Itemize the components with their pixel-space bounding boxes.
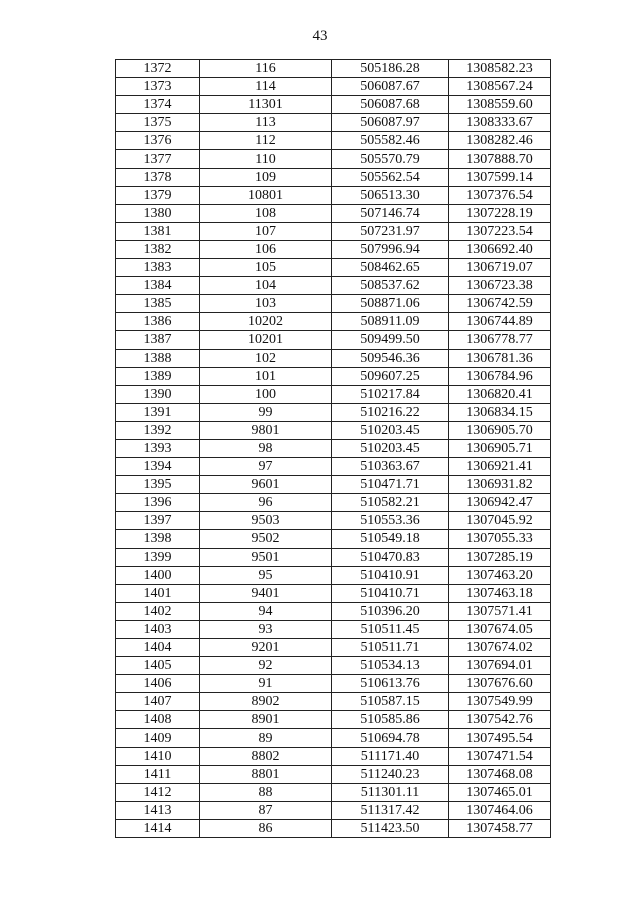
y-coordinate-cell: 1306692.40: [449, 240, 551, 258]
y-coordinate-cell: 1306744.89: [449, 313, 551, 331]
table-row: [116, 240, 551, 258]
y-coordinate-cell: 1306820.41: [449, 385, 551, 403]
x-coordinate-cell: 510470.83: [332, 548, 449, 566]
point-number-cell: 8902: [200, 693, 332, 711]
table-row: [116, 259, 551, 277]
x-coordinate-cell: 511317.42: [332, 801, 449, 819]
table-row: [116, 819, 551, 837]
row-index-cell: 1389: [116, 367, 200, 385]
point-number-cell: 88: [200, 783, 332, 801]
x-coordinate-cell: 510582.21: [332, 494, 449, 512]
table-row: [116, 566, 551, 584]
row-index-cell: 1400: [116, 566, 200, 584]
y-coordinate-cell: 1306921.41: [449, 458, 551, 476]
y-coordinate-cell: 1308582.23: [449, 60, 551, 78]
y-coordinate-cell: 1306719.07: [449, 259, 551, 277]
row-index-cell: 1384: [116, 277, 200, 295]
y-coordinate-cell: 1307674.02: [449, 639, 551, 657]
point-number-cell: 99: [200, 403, 332, 421]
point-number-cell: 97: [200, 458, 332, 476]
point-number-cell: 89: [200, 729, 332, 747]
x-coordinate-cell: 510511.71: [332, 639, 449, 657]
table-row: [116, 693, 551, 711]
table-row: [116, 403, 551, 421]
x-coordinate-cell: 506513.30: [332, 186, 449, 204]
table-row: [116, 602, 551, 620]
row-index-cell: 1414: [116, 819, 200, 837]
row-index-cell: 1411: [116, 765, 200, 783]
x-coordinate-cell: 510553.36: [332, 512, 449, 530]
x-coordinate-cell: 509499.50: [332, 331, 449, 349]
point-number-cell: 106: [200, 240, 332, 258]
y-coordinate-cell: 1307495.54: [449, 729, 551, 747]
table-row: [116, 349, 551, 367]
point-number-cell: 9501: [200, 548, 332, 566]
x-coordinate-cell: 510203.45: [332, 421, 449, 439]
row-index-cell: 1396: [116, 494, 200, 512]
y-coordinate-cell: 1307463.20: [449, 566, 551, 584]
y-coordinate-cell: 1307542.76: [449, 711, 551, 729]
point-number-cell: 94: [200, 602, 332, 620]
y-coordinate-cell: 1307674.05: [449, 620, 551, 638]
row-index-cell: 1395: [116, 476, 200, 494]
table-row: [116, 150, 551, 168]
row-index-cell: 1382: [116, 240, 200, 258]
y-coordinate-cell: 1307676.60: [449, 675, 551, 693]
x-coordinate-cell: 510203.45: [332, 439, 449, 457]
y-coordinate-cell: 1306778.77: [449, 331, 551, 349]
row-index-cell: 1380: [116, 204, 200, 222]
row-index-cell: 1405: [116, 657, 200, 675]
x-coordinate-cell: 510217.84: [332, 385, 449, 403]
x-coordinate-cell: 510216.22: [332, 403, 449, 421]
point-number-cell: 10202: [200, 313, 332, 331]
point-number-cell: 116: [200, 60, 332, 78]
point-number-cell: 104: [200, 277, 332, 295]
table-row: [116, 60, 551, 78]
row-index-cell: 1403: [116, 620, 200, 638]
point-number-cell: 102: [200, 349, 332, 367]
y-coordinate-cell: 1308282.46: [449, 132, 551, 150]
x-coordinate-cell: 508537.62: [332, 277, 449, 295]
x-coordinate-cell: 507146.74: [332, 204, 449, 222]
table-body: [116, 60, 551, 838]
row-index-cell: 1398: [116, 530, 200, 548]
row-index-cell: 1412: [116, 783, 200, 801]
row-index-cell: 1409: [116, 729, 200, 747]
y-coordinate-cell: 1307228.19: [449, 204, 551, 222]
x-coordinate-cell: 510534.13: [332, 657, 449, 675]
table-row: [116, 222, 551, 240]
point-number-cell: 113: [200, 114, 332, 132]
x-coordinate-cell: 506087.97: [332, 114, 449, 132]
row-index-cell: 1406: [116, 675, 200, 693]
y-coordinate-cell: 1307549.99: [449, 693, 551, 711]
table-row: [116, 277, 551, 295]
point-number-cell: 112: [200, 132, 332, 150]
table-row: [116, 783, 551, 801]
x-coordinate-cell: 509607.25: [332, 367, 449, 385]
table-row: [116, 458, 551, 476]
x-coordinate-cell: 505186.28: [332, 60, 449, 78]
row-index-cell: 1383: [116, 259, 200, 277]
x-coordinate-cell: 510585.86: [332, 711, 449, 729]
table-row: [116, 421, 551, 439]
x-coordinate-cell: 508911.09: [332, 313, 449, 331]
row-index-cell: 1402: [116, 602, 200, 620]
row-index-cell: 1399: [116, 548, 200, 566]
table-row: [116, 729, 551, 747]
row-index-cell: 1387: [116, 331, 200, 349]
table-row: [116, 132, 551, 150]
y-coordinate-cell: 1306784.96: [449, 367, 551, 385]
x-coordinate-cell: 506087.68: [332, 96, 449, 114]
x-coordinate-cell: 510587.15: [332, 693, 449, 711]
point-number-cell: 114: [200, 78, 332, 96]
y-coordinate-cell: 1308567.24: [449, 78, 551, 96]
x-coordinate-cell: 510396.20: [332, 602, 449, 620]
y-coordinate-cell: 1306781.36: [449, 349, 551, 367]
point-number-cell: 103: [200, 295, 332, 313]
table-row: [116, 657, 551, 675]
point-number-cell: 9503: [200, 512, 332, 530]
x-coordinate-cell: 510694.78: [332, 729, 449, 747]
point-number-cell: 86: [200, 819, 332, 837]
point-number-cell: 10801: [200, 186, 332, 204]
point-number-cell: 11301: [200, 96, 332, 114]
y-coordinate-cell: 1306931.82: [449, 476, 551, 494]
point-number-cell: 10201: [200, 331, 332, 349]
row-index-cell: 1373: [116, 78, 200, 96]
table-row: [116, 675, 551, 693]
point-number-cell: 9201: [200, 639, 332, 657]
row-index-cell: 1374: [116, 96, 200, 114]
x-coordinate-cell: 510410.91: [332, 566, 449, 584]
y-coordinate-cell: 1306942.47: [449, 494, 551, 512]
y-coordinate-cell: 1307055.33: [449, 530, 551, 548]
table-row: [116, 331, 551, 349]
table-row: [116, 530, 551, 548]
y-coordinate-cell: 1307599.14: [449, 168, 551, 186]
y-coordinate-cell: 1307223.54: [449, 222, 551, 240]
point-number-cell: 92: [200, 657, 332, 675]
table-row: [116, 114, 551, 132]
point-number-cell: 105: [200, 259, 332, 277]
point-number-cell: 108: [200, 204, 332, 222]
point-number-cell: 9401: [200, 584, 332, 602]
y-coordinate-cell: 1308333.67: [449, 114, 551, 132]
y-coordinate-cell: 1306834.15: [449, 403, 551, 421]
table-row: [116, 747, 551, 765]
x-coordinate-cell: 510363.67: [332, 458, 449, 476]
point-number-cell: 109: [200, 168, 332, 186]
table-row: [116, 801, 551, 819]
table-row: [116, 476, 551, 494]
point-number-cell: 9502: [200, 530, 332, 548]
y-coordinate-cell: 1306723.38: [449, 277, 551, 295]
x-coordinate-cell: 507231.97: [332, 222, 449, 240]
table-row: [116, 367, 551, 385]
table-row: [116, 439, 551, 457]
x-coordinate-cell: 510410.71: [332, 584, 449, 602]
point-number-cell: 87: [200, 801, 332, 819]
coordinates-table: [115, 59, 551, 838]
row-index-cell: 1390: [116, 385, 200, 403]
row-index-cell: 1393: [116, 439, 200, 457]
row-index-cell: 1376: [116, 132, 200, 150]
table-row: [116, 204, 551, 222]
y-coordinate-cell: 1307465.01: [449, 783, 551, 801]
y-coordinate-cell: 1307471.54: [449, 747, 551, 765]
y-coordinate-cell: 1306742.59: [449, 295, 551, 313]
y-coordinate-cell: 1308559.60: [449, 96, 551, 114]
y-coordinate-cell: 1307571.41: [449, 602, 551, 620]
y-coordinate-cell: 1306905.71: [449, 439, 551, 457]
row-index-cell: 1375: [116, 114, 200, 132]
row-index-cell: 1408: [116, 711, 200, 729]
y-coordinate-cell: 1307376.54: [449, 186, 551, 204]
x-coordinate-cell: 509546.36: [332, 349, 449, 367]
y-coordinate-cell: 1307458.77: [449, 819, 551, 837]
x-coordinate-cell: 510471.71: [332, 476, 449, 494]
point-number-cell: 8901: [200, 711, 332, 729]
x-coordinate-cell: 511240.23: [332, 765, 449, 783]
y-coordinate-cell: 1307888.70: [449, 150, 551, 168]
row-index-cell: 1394: [116, 458, 200, 476]
table-row: [116, 186, 551, 204]
table-row: [116, 295, 551, 313]
row-index-cell: 1391: [116, 403, 200, 421]
x-coordinate-cell: 510613.76: [332, 675, 449, 693]
y-coordinate-cell: 1307463.18: [449, 584, 551, 602]
y-coordinate-cell: 1306905.70: [449, 421, 551, 439]
row-index-cell: 1386: [116, 313, 200, 331]
row-index-cell: 1410: [116, 747, 200, 765]
x-coordinate-cell: 507996.94: [332, 240, 449, 258]
x-coordinate-cell: 511301.11: [332, 783, 449, 801]
x-coordinate-cell: 510549.18: [332, 530, 449, 548]
table-row: [116, 313, 551, 331]
row-index-cell: 1392: [116, 421, 200, 439]
row-index-cell: 1377: [116, 150, 200, 168]
point-number-cell: 98: [200, 439, 332, 457]
table-row: [116, 494, 551, 512]
y-coordinate-cell: 1307285.19: [449, 548, 551, 566]
point-number-cell: 107: [200, 222, 332, 240]
point-number-cell: 100: [200, 385, 332, 403]
row-index-cell: 1385: [116, 295, 200, 313]
y-coordinate-cell: 1307694.01: [449, 657, 551, 675]
page-number: 43: [312, 28, 328, 44]
x-coordinate-cell: 511171.40: [332, 747, 449, 765]
y-coordinate-cell: 1307045.92: [449, 512, 551, 530]
point-number-cell: 91: [200, 675, 332, 693]
row-index-cell: 1397: [116, 512, 200, 530]
row-index-cell: 1381: [116, 222, 200, 240]
y-coordinate-cell: 1307468.08: [449, 765, 551, 783]
row-index-cell: 1413: [116, 801, 200, 819]
table-row: [116, 385, 551, 403]
y-coordinate-cell: 1307464.06: [449, 801, 551, 819]
row-index-cell: 1388: [116, 349, 200, 367]
point-number-cell: 8801: [200, 765, 332, 783]
x-coordinate-cell: 505582.46: [332, 132, 449, 150]
table-row: [116, 584, 551, 602]
table-row: [116, 168, 551, 186]
x-coordinate-cell: 511423.50: [332, 819, 449, 837]
point-number-cell: 93: [200, 620, 332, 638]
x-coordinate-cell: 510511.45: [332, 620, 449, 638]
table-row: [116, 78, 551, 96]
row-index-cell: 1404: [116, 639, 200, 657]
table-row: [116, 548, 551, 566]
point-number-cell: 96: [200, 494, 332, 512]
table-row: [116, 512, 551, 530]
x-coordinate-cell: 505570.79: [332, 150, 449, 168]
point-number-cell: 110: [200, 150, 332, 168]
x-coordinate-cell: 506087.67: [332, 78, 449, 96]
point-number-cell: 8802: [200, 747, 332, 765]
table-row: [116, 711, 551, 729]
point-number-cell: 95: [200, 566, 332, 584]
table-row: [116, 96, 551, 114]
row-index-cell: 1401: [116, 584, 200, 602]
x-coordinate-cell: 505562.54: [332, 168, 449, 186]
point-number-cell: 9801: [200, 421, 332, 439]
x-coordinate-cell: 508462.65: [332, 259, 449, 277]
row-index-cell: 1379: [116, 186, 200, 204]
table-row: [116, 639, 551, 657]
table-row: [116, 620, 551, 638]
point-number-cell: 101: [200, 367, 332, 385]
row-index-cell: 1407: [116, 693, 200, 711]
table-row: [116, 765, 551, 783]
x-coordinate-cell: 508871.06: [332, 295, 449, 313]
row-index-cell: 1378: [116, 168, 200, 186]
point-number-cell: 9601: [200, 476, 332, 494]
row-index-cell: 1372: [116, 60, 200, 78]
